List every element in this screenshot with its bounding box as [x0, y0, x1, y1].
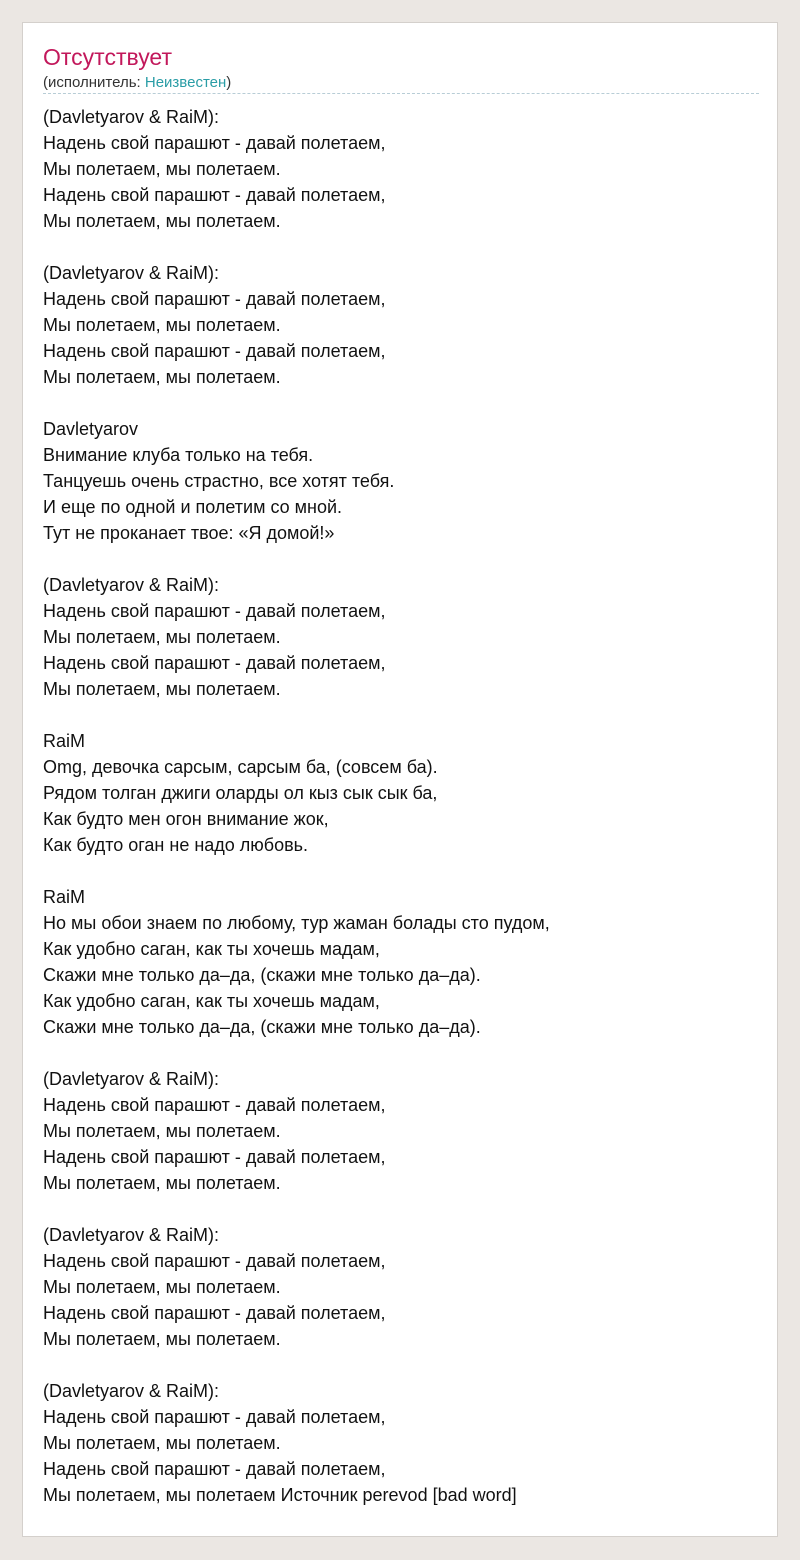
stanza-gap — [43, 390, 759, 416]
lyric-line: Надень свой парашют - давай полетаем, — [43, 1303, 386, 1323]
lyric-line: Мы полетаем, мы полетаем. — [43, 159, 281, 179]
stanza-gap — [43, 702, 759, 728]
lyric-line: Мы полетаем, мы полетаем. — [43, 211, 281, 231]
stanza-gap — [43, 1196, 759, 1222]
lyric-line: Но мы обои знаем по любому, тур жаман болады сто пудом, — [43, 913, 550, 933]
lyric-line: Мы полетаем, мы полетаем. — [43, 367, 281, 387]
lyric-line: Мы полетаем, мы полетаем. — [43, 627, 281, 647]
lyric-line: Мы полетаем, мы полетаем. — [43, 1277, 281, 1297]
lyric-line: Надень свой парашют - давай полетаем, — [43, 1459, 386, 1479]
lyric-line: Танцуешь очень страстно, все хотят тебя. — [43, 471, 395, 491]
lyric-line: Мы полетаем, мы полетаем. — [43, 1329, 281, 1349]
lyric-line: Мы полетаем, мы полетаем. — [43, 1433, 281, 1453]
lyric-line: Надень свой парашют - давай полетаем, — [43, 601, 386, 621]
lyric-line: Тут не проканает твое: «Я домой!» — [43, 523, 335, 543]
lyric-line: (Davletyarov & RaiM): — [43, 1381, 220, 1401]
lyric-line: Надень свой парашют - давай полетаем, — [43, 1147, 386, 1167]
lyric-line: Davletyarov — [43, 419, 139, 439]
lyrics-body — [43, 104, 759, 1508]
artist-suffix: ) — [226, 74, 232, 91]
lyric-line: Как удобно саган, как ты хочешь мадам, — [43, 939, 380, 959]
stanza-gap — [43, 1040, 759, 1066]
song-title: Отсутствует — [43, 44, 172, 70]
lyric-line: (Davletyarov & RaiM): — [43, 1225, 220, 1245]
lyric-line: Мы полетаем, мы полетаем. — [43, 1121, 281, 1141]
stanza-gap — [43, 1352, 759, 1378]
lyric-line: Надень свой парашют - давай полетаем, — [43, 185, 386, 205]
lyric-line: Omg, девочка сарсым, сарсым ба, (совсем ба). — [43, 757, 438, 777]
lyric-line: Мы полетаем, мы полетаем. — [43, 1173, 281, 1193]
lyric-line: Надень свой парашют - давай полетаем, — [43, 1407, 386, 1427]
lyric-line: Надень свой парашют - давай полетаем, — [43, 341, 386, 361]
artist-prefix: (исполнитель: — [43, 74, 145, 91]
artist-line — [43, 73, 231, 93]
stanza-gap — [43, 234, 759, 260]
lyric-line: Надень свой парашют - давай полетаем, — [43, 1095, 386, 1115]
lyric-line: Внимание клуба только на тебя. — [43, 445, 314, 465]
lyric-line: Надень свой парашют - давай полетаем, — [43, 1251, 386, 1271]
lyric-line: RaiM — [43, 887, 86, 907]
lyric-line: Как будто оган не надо любовь. — [43, 835, 309, 855]
stanza-gap — [43, 546, 759, 572]
lyric-line: Надень свой парашют - давай полетаем, — [43, 289, 386, 309]
lyric-line: Мы полетаем, мы полетаем Источник perevod [bad word] — [43, 1485, 517, 1505]
artist-link[interactable]: Неизвестен — [144, 74, 227, 91]
lyric-line: (Davletyarov & RaiM): — [43, 263, 220, 283]
lyric-line: (Davletyarov & RaiM): — [43, 1069, 220, 1089]
lyric-line: И еще по одной и полетим со мной. — [43, 497, 343, 517]
lyric-line: Скажи мне только да–да, (скажи мне только да–да). — [43, 965, 481, 985]
lyric-line: Надень свой парашют - давай полетаем, — [43, 133, 386, 153]
lyric-line: Мы полетаем, мы полетаем. — [43, 679, 281, 699]
lyric-line: (Davletyarov & RaiM): — [43, 107, 220, 127]
lyric-line: Рядом толган джиги оларды ол кыз сык сык ба, — [43, 783, 438, 803]
lyric-line: Как удобно саган, как ты хочешь мадам, — [43, 991, 380, 1011]
stanza-gap — [43, 858, 759, 884]
title-divider — [43, 93, 759, 94]
lyric-line: Как будто мен огон внимание жок, — [43, 809, 329, 829]
lyric-line: Скажи мне только да–да, (скажи мне только да–да). — [43, 1017, 481, 1037]
lyric-line: Надень свой парашют - давай полетаем, — [43, 653, 386, 673]
lyric-line: Мы полетаем, мы полетаем. — [43, 315, 281, 335]
lyric-line: (Davletyarov & RaiM): — [43, 575, 220, 595]
lyrics-card — [22, 22, 778, 1537]
lyric-line: RaiM — [43, 731, 86, 751]
